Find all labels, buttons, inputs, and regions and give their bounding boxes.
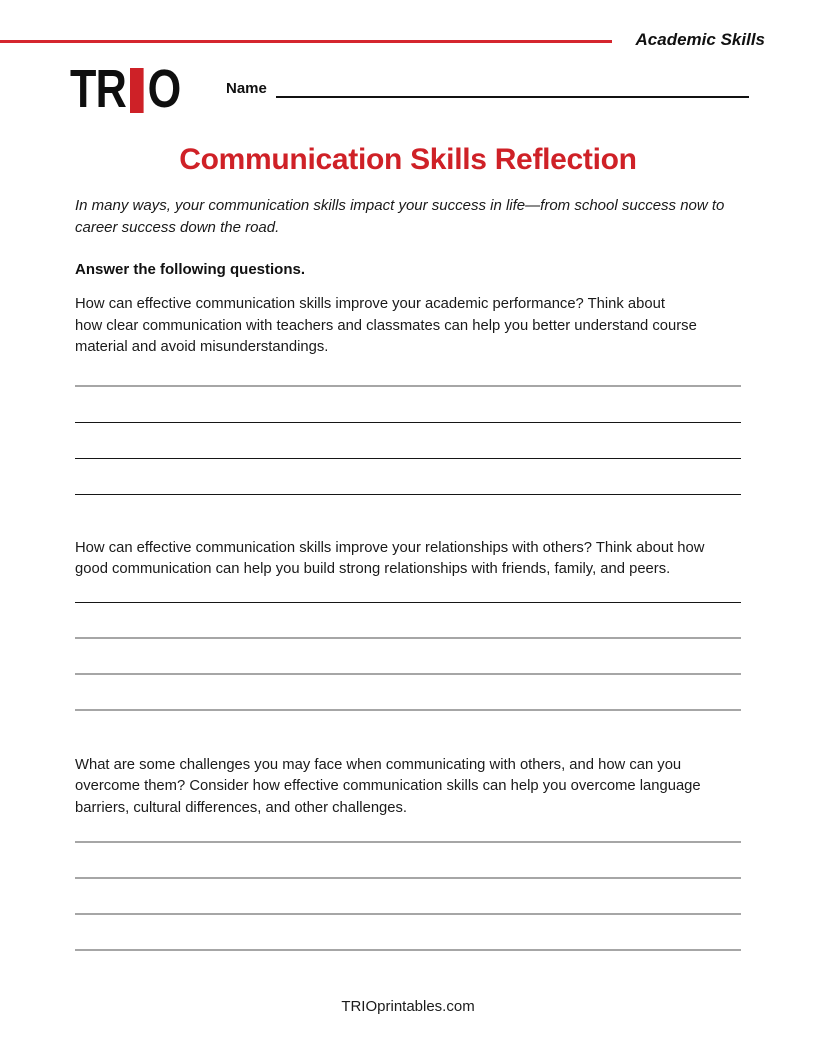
name-label: Name <box>226 80 267 97</box>
category-label: Academic Skills <box>635 30 765 49</box>
question-text-line: material and avoid misunderstandings. <box>75 339 329 355</box>
question-text-line: overcome them? Consider how effective communication skills can help you overcome language <box>75 778 701 794</box>
name-input-line[interactable] <box>276 95 749 98</box>
intro-text <box>75 195 741 239</box>
logo-text-tr: TR <box>70 59 126 119</box>
question-2-answer-area <box>75 567 741 711</box>
intro-line: In many ways, your communication skills impact your success in life—from school success now to <box>75 197 725 214</box>
answer-line[interactable] <box>75 423 741 459</box>
trio-logo <box>70 59 181 119</box>
question-text-line: good communication can help you build strong relationships with friends, family, and peers. <box>75 561 671 577</box>
question-block-1 <box>75 294 741 495</box>
question-text-line: How can effective communication skills improve your academic performance? Think about <box>75 296 665 312</box>
question-1-answer-area <box>75 351 741 495</box>
question-block-2 <box>75 538 741 711</box>
logo-letter-i <box>130 68 144 113</box>
name-field <box>226 80 749 98</box>
header-rule <box>0 40 612 43</box>
question-2-text <box>75 538 741 581</box>
question-text-line: how clear communication with teachers and classmates can help you better understand course <box>75 317 697 334</box>
content-area <box>0 59 816 1017</box>
question-block-3 <box>75 755 741 952</box>
answer-line[interactable] <box>75 603 741 639</box>
answer-line[interactable] <box>75 459 741 495</box>
answer-line[interactable] <box>75 387 741 423</box>
logo-text-o: O <box>147 59 181 119</box>
answer-line[interactable] <box>75 915 741 951</box>
question-3-answer-area <box>75 807 741 951</box>
answer-line[interactable] <box>75 843 741 879</box>
answer-line[interactable] <box>75 675 741 711</box>
intro-line: career success down the road. <box>75 219 280 236</box>
logo-name-row <box>70 59 749 119</box>
question-1-text <box>75 294 741 359</box>
question-text-line: How can effective communication skills improve your relationships with others? Think about how <box>75 539 705 556</box>
question-text-line: barriers, cultural differences, and other challenges. <box>75 799 408 816</box>
question-text-line: What are some challenges you may face when communicating with others, and how can you <box>75 756 682 773</box>
footer-site: TRIOprintables.com <box>341 998 475 1015</box>
worksheet-title: Communication Skills Reflection <box>179 143 637 176</box>
answer-line[interactable] <box>75 879 741 915</box>
instruction-text: Answer the following questions. <box>75 261 306 278</box>
answer-line[interactable] <box>75 639 741 675</box>
